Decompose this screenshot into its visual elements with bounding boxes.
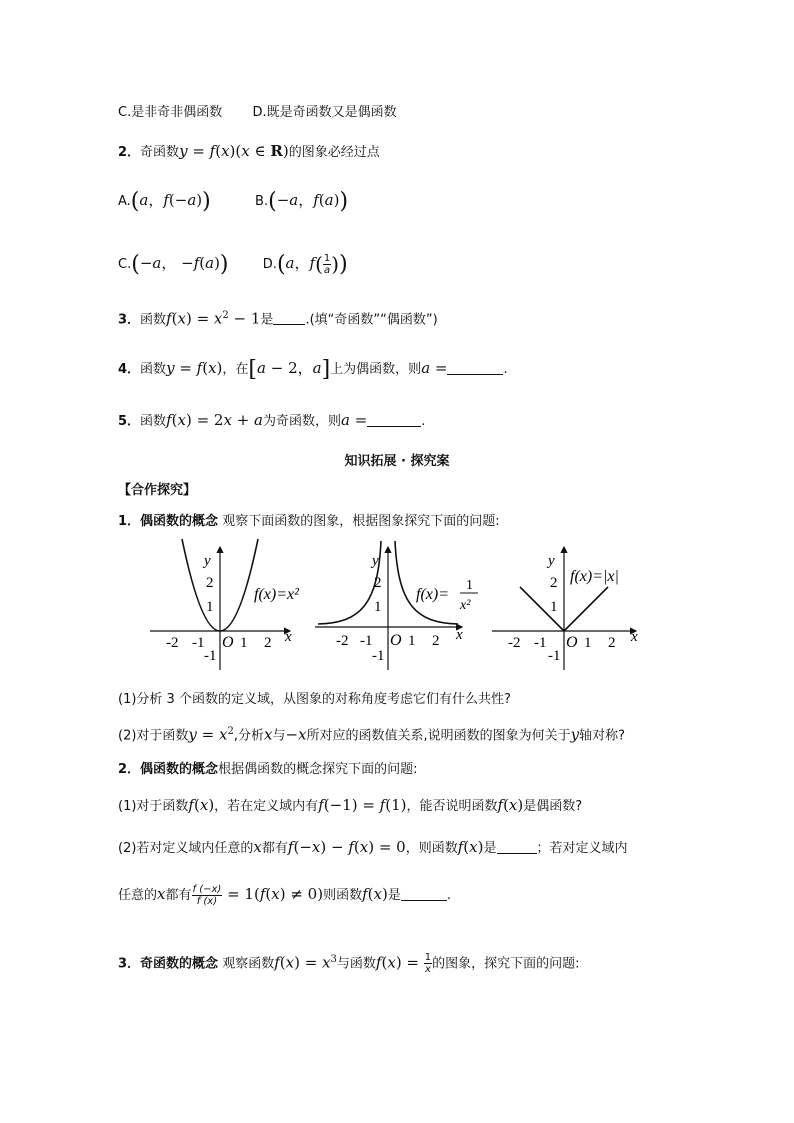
q3-answer-blank[interactable] xyxy=(273,311,305,325)
svg-text:-1: -1 xyxy=(372,648,385,664)
coop-title: 【合作探究】 xyxy=(118,483,197,498)
q1-option-d: D.既是奇函数又是偶函数 xyxy=(252,105,397,120)
p2-q2-blank-2[interactable] xyxy=(401,887,447,901)
p1-heading: 1．偶函数的概念 观察下面函数的图象，根据图象探究下面的问题: xyxy=(118,514,500,529)
q2-options-ab: A.(a，f(−a)) B.(−a，f(a)) xyxy=(118,189,349,214)
svg-text:-1: -1 xyxy=(360,633,373,649)
graph-x-squared xyxy=(150,539,300,670)
p3-heading: 3．奇函数的概念 观察函数$f(x) = x^3$与函数f(x) = $\frac{1}{x}$ 的图象，探究下面的问题: xyxy=(118,952,580,976)
svg-text:1: 1 xyxy=(206,599,214,615)
svg-text:x²: x² xyxy=(460,598,471,613)
question-3: 3．函数$f(x) = x^2 - 1$是 .(填“奇函数”“偶函数”) xyxy=(118,309,438,328)
p1-question-1: (1)分析 3 个函数的定义域，从图象的对称角度考虑它们有什么共性? xyxy=(118,692,511,707)
q5-answer-blank[interactable] xyxy=(367,413,421,427)
svg-text:O: O xyxy=(222,634,234,651)
svg-text:f(x)=: f(x)= xyxy=(416,586,449,603)
q1-option-c: C.是非奇非偶函数 xyxy=(118,105,223,120)
svg-text:x: x xyxy=(285,629,292,645)
svg-text:1: 1 xyxy=(466,578,473,593)
svg-text:f(x)=x²: f(x)=x² xyxy=(254,586,299,603)
question-2: 2．奇函数y = f(x)(x ∈ R)的图象必经过点 xyxy=(118,142,380,160)
svg-text:1: 1 xyxy=(584,635,592,651)
p2-question-2: (2)若对定义域内任意的x都有f(−x) − f(x) = 0，则函数f(x)是 ；若对定义域内 xyxy=(118,838,628,856)
svg-text:y: y xyxy=(548,553,555,569)
section-title: 知识拓展 · 探究案 xyxy=(344,454,450,469)
q2-formula: y xyxy=(179,142,188,160)
svg-text:y: y xyxy=(204,553,211,569)
graph-inverse-square xyxy=(315,541,478,670)
svg-text:1: 1 xyxy=(374,599,382,615)
svg-text:-1: -1 xyxy=(192,635,205,651)
svg-text:-2: -2 xyxy=(336,633,349,649)
p1-question-2: (2)对于函数$y = x^2$,分析x与−x所对应的函数值关系,说明函数的图象为何关于y轴对称? xyxy=(118,725,626,744)
svg-text:1: 1 xyxy=(408,633,416,649)
svg-text:2: 2 xyxy=(608,635,616,651)
svg-text:y: y xyxy=(372,553,379,569)
svg-text:-1: -1 xyxy=(548,648,561,664)
question-5: 5．函数f(x) = 2x + a为奇函数，则a = . xyxy=(118,411,426,429)
svg-text:2: 2 xyxy=(432,633,440,649)
svg-text:f(x)=|x|: f(x)=|x| xyxy=(570,568,619,585)
svg-text:2: 2 xyxy=(206,575,214,591)
svg-text:1: 1 xyxy=(240,635,248,651)
q1-options-row xyxy=(118,103,397,123)
svg-text:1: 1 xyxy=(550,599,558,615)
svg-text:-1: -1 xyxy=(534,635,547,651)
svg-text:O: O xyxy=(390,632,402,649)
svg-text:-1: -1 xyxy=(204,648,217,664)
question-4: 4．函数y = f(x)，在[a − 2，a]上为偶函数，则a = . xyxy=(118,357,508,382)
svg-text:O: O xyxy=(566,634,578,651)
svg-text:-2: -2 xyxy=(508,635,521,651)
svg-text:2: 2 xyxy=(550,575,558,591)
svg-text:x: x xyxy=(631,629,638,645)
graph-absolute-value xyxy=(492,547,638,670)
svg-text:x: x xyxy=(456,627,463,643)
graphs-figure xyxy=(140,535,650,675)
svg-text:2: 2 xyxy=(264,635,272,651)
svg-text:-2: -2 xyxy=(166,635,179,651)
p2-question-2-cont: 任意的x都有 $\frac{f (-x)}{f (x)}$ = 1(f(x) ≠ 0)则函数f(x)是 . xyxy=(118,884,451,907)
q2-options-cd: C.(−a， −f(a)) D.(a，f( $\frac{1}{a}$ )) xyxy=(118,252,348,277)
p2-question-1: (1)对于函数f(x)，若在定义域内有f(−1) = f(1)，能否说明函数f(x)是偶函数? xyxy=(118,796,583,814)
q4-answer-blank[interactable] xyxy=(447,361,503,375)
svg-text:2: 2 xyxy=(374,575,382,591)
p2-q2-blank-1[interactable] xyxy=(497,840,537,854)
p2-heading: 2．偶函数的概念根据偶函数的概念探究下面的问题: xyxy=(118,762,418,777)
